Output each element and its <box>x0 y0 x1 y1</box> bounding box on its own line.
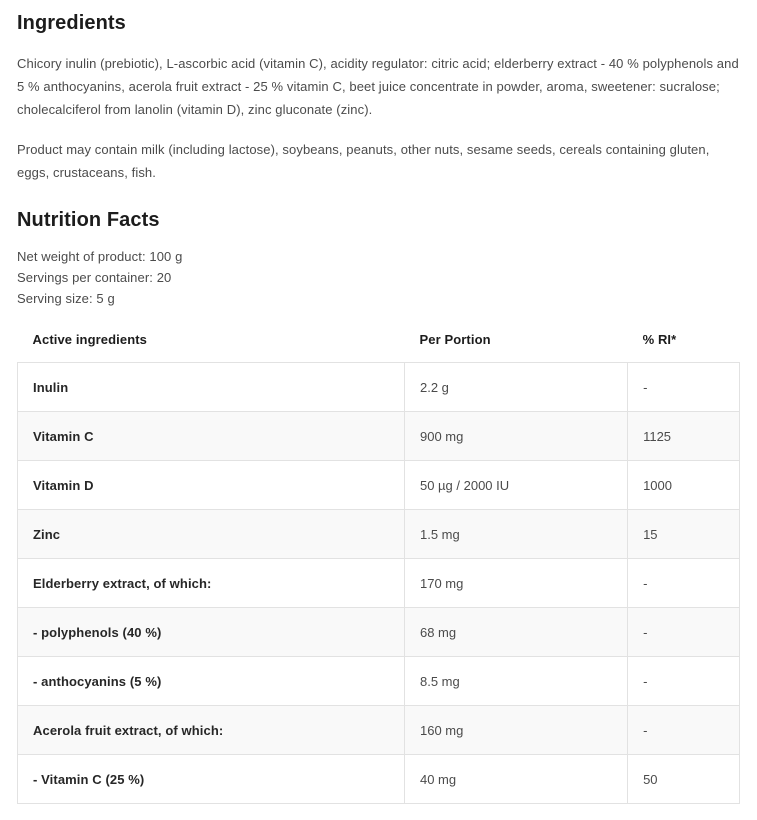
cell-ingredient-name: Zinc <box>18 510 405 559</box>
table-row <box>18 755 740 804</box>
cell-ri: - <box>628 706 740 755</box>
cell-ri: 1125 <box>628 412 740 461</box>
table-row <box>18 657 740 706</box>
table-row <box>18 559 740 608</box>
cell-per-portion: 8.5 mg <box>404 657 627 706</box>
cell-ingredient-name: Vitamin C <box>18 412 405 461</box>
cell-ri: 50 <box>628 755 740 804</box>
table-row <box>18 363 740 412</box>
table-row <box>18 608 740 657</box>
cell-ri: - <box>628 608 740 657</box>
cell-ri: 1000 <box>628 461 740 510</box>
table-row <box>18 510 740 559</box>
cell-ingredient-name: - Vitamin C (25 %) <box>18 755 405 804</box>
cell-per-portion: 160 mg <box>404 706 627 755</box>
cell-ingredient-name: - polyphenols (40 %) <box>18 608 405 657</box>
net-weight-line: Net weight of product: 100 g <box>17 249 183 264</box>
serving-info <box>17 246 740 309</box>
table-row <box>18 706 740 755</box>
table-header-row <box>18 319 740 363</box>
nutrition-facts-heading: Nutrition Facts <box>17 209 160 231</box>
table-row <box>18 461 740 510</box>
table-row <box>18 412 740 461</box>
cell-per-portion: 1.5 mg <box>404 510 627 559</box>
cell-ri: 15 <box>628 510 740 559</box>
header-per-portion: Per Portion <box>419 332 491 347</box>
cell-ingredient-name: - anthocyanins (5 %) <box>18 657 405 706</box>
cell-per-portion: 170 mg <box>404 559 627 608</box>
cell-ri: - <box>628 363 740 412</box>
cell-ingredient-name: Vitamin D <box>18 461 405 510</box>
cell-ingredient-name: Acerola fruit extract, of which: <box>18 706 405 755</box>
servings-line: Servings per container: 20 <box>17 270 172 285</box>
cell-per-portion: 2.2 g <box>404 363 627 412</box>
cell-ri: - <box>628 559 740 608</box>
serving-size-line: Serving size: 5 g <box>17 291 115 306</box>
cell-ri: - <box>628 657 740 706</box>
ingredients-heading: Ingredients <box>17 12 126 34</box>
ingredients-description: Chicory inulin (prebiotic), L-ascorbic acid (vitamin C), acidity regulator: citric acid; elderberry extract - 40 % polyphenols and 5 % anthocyanins, acerola fruit extract - 25 % vitamin C, beet juice concentrate in powder, aroma, sweetener: sucralose; cholecalciferol from lanolin (vitamin D), zinc gluconate (zinc). <box>17 56 739 117</box>
cell-ingredient-name: Elderberry extract, of which: <box>18 559 405 608</box>
cell-per-portion: 50 µg / 2000 IU <box>404 461 627 510</box>
cell-ingredient-name: Inulin <box>18 363 405 412</box>
header-active-ingredients: Active ingredients <box>32 332 147 347</box>
cell-per-portion: 40 mg <box>404 755 627 804</box>
cell-per-portion: 900 mg <box>404 412 627 461</box>
cell-per-portion: 68 mg <box>404 608 627 657</box>
nutrition-table <box>17 319 740 804</box>
allergen-note: Product may contain milk (including lactose), soybeans, peanuts, other nuts, sesame seeds, cereals containing gluten, eggs, crustaceans, fish. <box>17 142 710 180</box>
header-percent-ri: % RI* <box>642 332 677 347</box>
